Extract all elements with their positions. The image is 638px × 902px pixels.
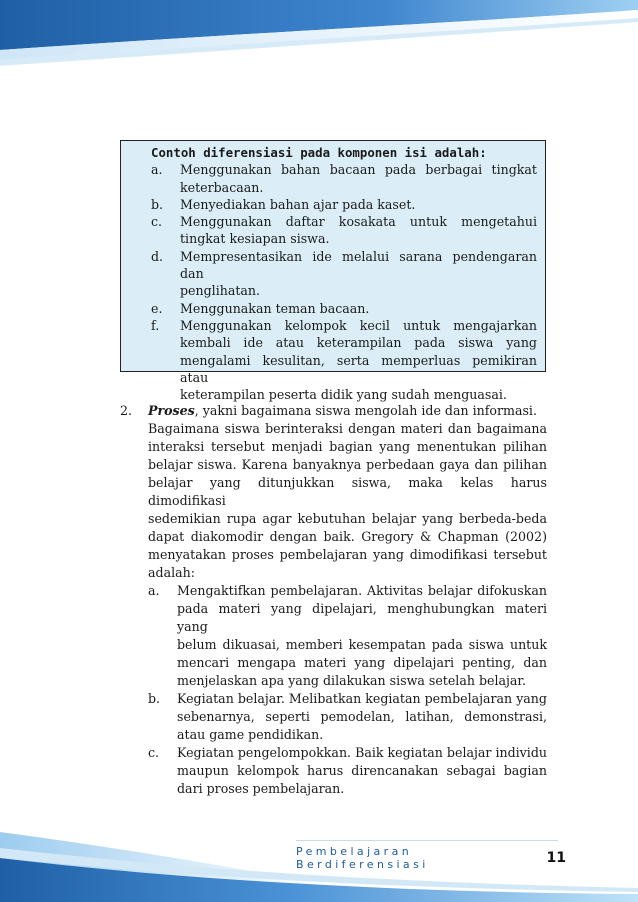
section-proses [120,402,547,798]
box-title: Contoh diferensiasi pada komponen isi adalah: [151,145,487,160]
list-item: f. Menggunakan kelompok kecil untuk mengajarkan kembali ide atau keterampilan pada siswa yang mengalami kesulitan, serta memperluas pemikiran atau keterampilan peserta didik yang sudah menguasai. [151,317,537,403]
page-footer [296,846,566,870]
running-title: Pembelajaran Berdiferensiasi [296,845,429,871]
list-item: a. Menggunakan bahan bacaan pada berbagai tingkat keterbacaan. [151,162,537,195]
header-decoration [0,0,638,70]
list-item: b. Kegiatan belajar. Melibatkan kegiatan pembelajaran yang sebenarnya, seperti pemodelan, latihan, demonstrasi, atau game pendidikan. [148,691,547,742]
page-number: 11 [546,850,566,866]
section-first-line: Proses, yakni bagaimana siswa mengolah ide dan informasi. [148,403,537,418]
section-body: Proses, yakni bagaimana siswa mengolah ide dan informasi. Bagaimana siswa berinteraksi dengan materi dan bagaimana interaksi tersebut menjadi bagian yang menentukan pilihan belajar siswa. Karena banyaknya perbedaan gaya dan pilihan belajar yang ditunjukkan siswa, maka kelas harus dimodifikasi sedemikian rupa agar kebutuhan belajar yang berbeda-beda dapat diakomodir dengan baik. Gregory & Chapman (2002) menyatakan proses pembelajaran yang dimodifikasi tersebut adalah: a. Mengaktifkan pembelajaran. Aktivitas belajar difokuskan pada materi yang dipelajari, menghubungkan materi yang belum dikuasai, memberi kesempatan pada siswa untuk mencari mengapa materi yang dipelajari penting, dan menjelaskan apa yang dilakukan siswa setelah belajar. b. Kegiatan belajar. Melibatkan kegiatan pembelajaran yang sebenarnya, seperti pemodelan, latihan, demonstrasi, atau game pendidikan. c. Kegiatan pengelompokkan. Baik kegiatan belajar individu maupun kelompok harus direncanakan sebagai bagian dari proses pembelajaran. [148,403,547,796]
list-item: c. Kegiatan pengelompokkan. Baik kegiatan belajar individu maupun kelompok harus direncanakan sebagai bagian dari proses pembelajaran. [148,745,547,796]
sub-list [148,582,547,798]
list-item: c. Menggunakan daftar kosakata untuk mengetahui tingkat kesiapan siswa. [151,214,537,247]
list-item: b. Menyediakan bahan ajar pada kaset. [151,196,416,212]
section-term: Proses [148,403,195,418]
box-list [151,161,537,403]
footer-rule [296,840,558,841]
list-item: a. Mengaktifkan pembelajaran. Aktivitas belajar difokuskan pada materi yang dipelajari, menghubungkan materi yang belum dikuasai, memberi kesempatan pada siswa untuk mencari mengapa materi yang dipelajari penting, dan menjelaskan apa yang dilakukan siswa setelah belajar. [148,583,547,688]
example-box [120,140,546,403]
list-item: e. Menggunakan teman bacaan. [151,300,370,316]
list-item: d. Mempresentasikan ide melalui sarana pendengaran dan penglihatan. [151,248,537,299]
section-number: 2. [120,403,133,418]
